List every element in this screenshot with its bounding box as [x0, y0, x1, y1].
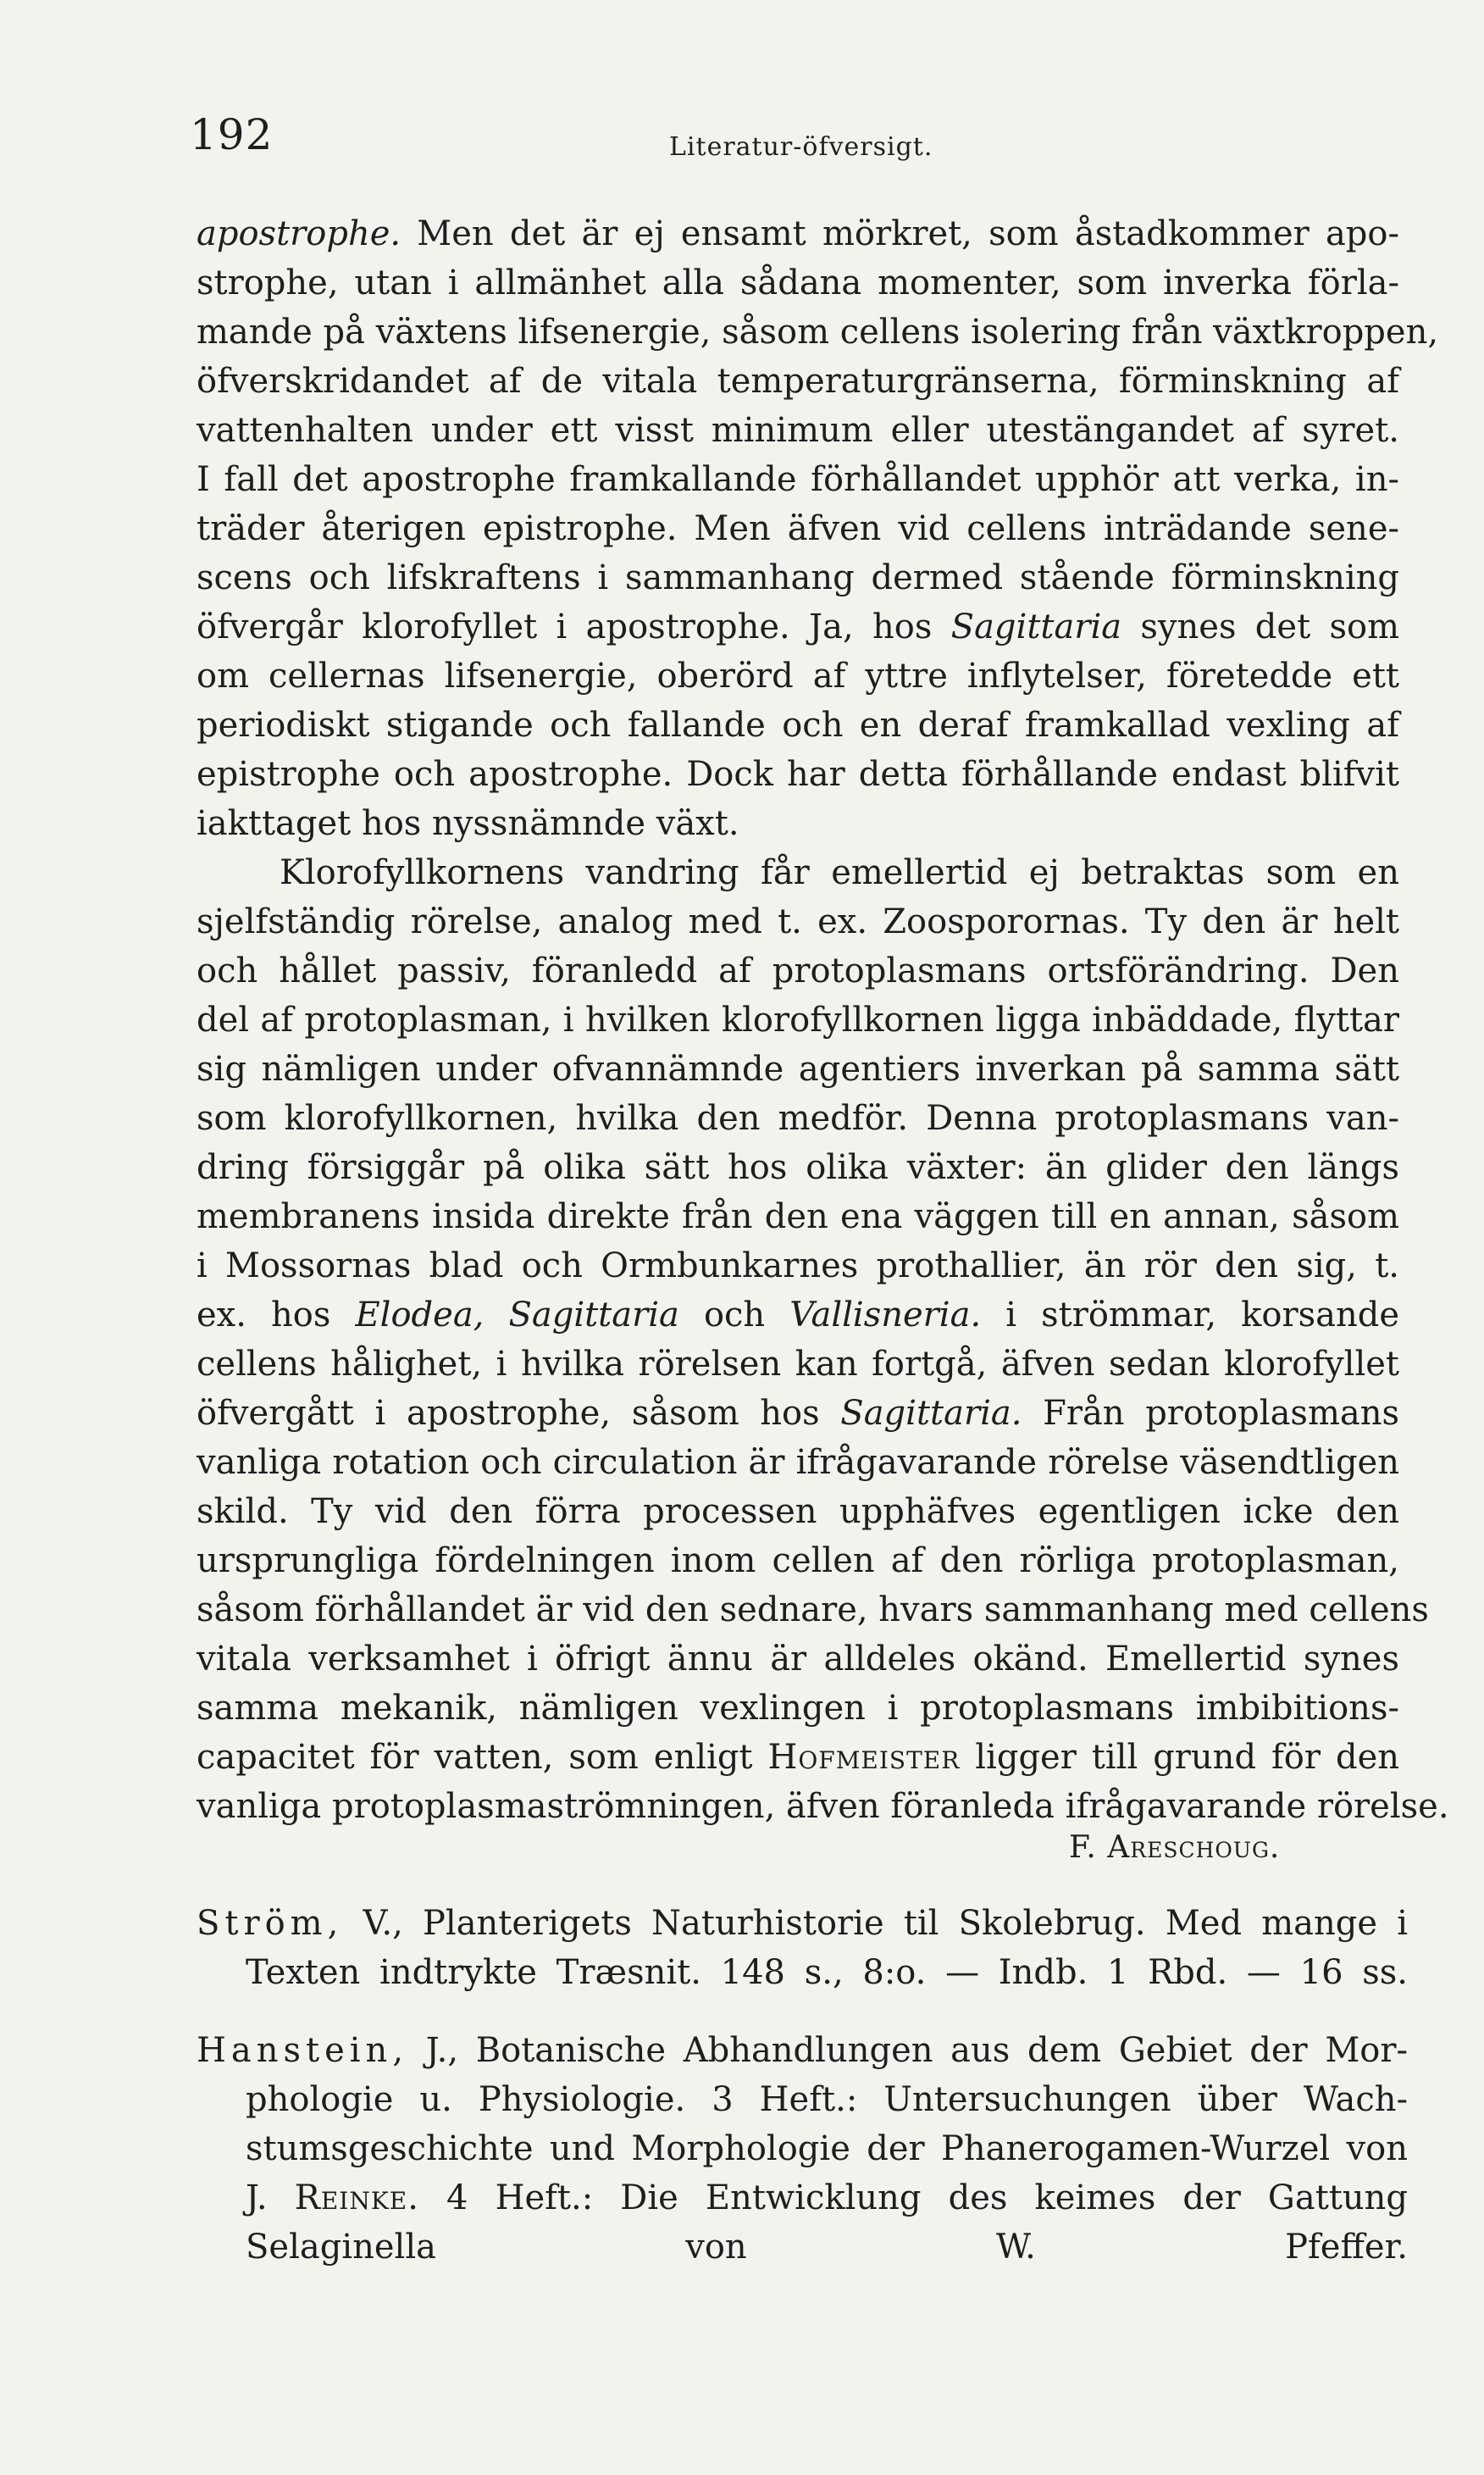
text-line: vattenhalten under ett visst minimum eller utestängandet af syret.	[197, 411, 1399, 450]
text-line: vanliga protoplasmaströmningen, äfven föranleda ifrågavarande rörelse.	[197, 1787, 1449, 1826]
page-number: 192	[190, 110, 274, 159]
text-line: dring försiggår på olika sätt hos olika växter: än glider den längs	[197, 1148, 1399, 1187]
bibliography-line: Texten indtrykte Træsnit. 148 s., 8:o. — Indb. 1 Rbd. — 16 ss.	[246, 1953, 1408, 1992]
text-line: iakttaget hos nyssnämnde växt.	[197, 804, 739, 843]
text-line: öfvergår klorofyllet i apostrophe. Ja, hos Sagittaria synes det som	[197, 608, 1400, 646]
text-line: såsom förhållandet är vid den sednare, hvars sammanhang med cellens	[197, 1590, 1429, 1629]
text-line: sig nämligen under ofvannämnde agentiers inverkan på samma sätt	[197, 1050, 1399, 1089]
text-line: skild. Ty vid den förra processen upphäfves egentligen icke den	[197, 1492, 1399, 1531]
text-line: periodiskt stigande och fallande och en deraf framkallad vexling af	[197, 706, 1399, 745]
text-line: membranens insida direkte från den ena väggen till en annan, såsom	[197, 1197, 1399, 1236]
text-line: vanliga rotation och circulation är ifrågavarande rörelse väsendtligen	[197, 1443, 1399, 1482]
text-line: om cellernas lifsenergie, oberörd af yttre inflytelser, företedde ett	[197, 657, 1399, 696]
bibliography-line: phologie u. Physiologie. 3 Heft.: Untersuchungen über Wach-	[246, 2080, 1408, 2119]
text-line: som klorofyllkornen, hvilka den medför. Denna protoplasmans van-	[197, 1099, 1399, 1138]
paragraph-start-line: Klorofyllkornens vandring får emellertid ej betraktas som en	[280, 853, 1399, 892]
bibliography-line: stumsgeschichte und Morphologie der Phanerogamen-Wurzel von	[246, 2129, 1408, 2168]
text-line: öfvergått i apostrophe, såsom hos Sagittaria. Från protoplasmans	[197, 1394, 1400, 1433]
author-signature: F. Areschoug.	[1069, 1830, 1281, 1865]
text-line: epistrophe och apostrophe. Dock har detta förhållande endast blifvit	[197, 755, 1399, 794]
bibliography-line: J. Reinke. 4 Heft.: Die Entwicklung des keimes der Gattung	[246, 2178, 1408, 2217]
text-line: mande på växtens lifsenergie, såsom cellens isolering från växtkroppen,	[197, 313, 1439, 352]
running-title: Literatur-öfversigt.	[669, 132, 933, 162]
bibliography-entry-strom: Ström, V., Planterigets Naturhistorie til Skolebrug. Med mange i	[197, 1904, 1408, 1943]
text-line: träder återigen epistrophe. Men äfven vid cellens inträdande sene-	[197, 509, 1399, 548]
bibliography-line: Selaginella von W. Pfeffer.	[246, 2228, 1408, 2267]
text-line: cellens hålighet, i hvilka rörelsen kan fortgå, äfven sedan klorofyllet	[197, 1345, 1399, 1384]
text-line: capacitet för vatten, som enligt Hofmeister ligger till grund för den	[197, 1738, 1399, 1777]
text-line: scens och lifskraftens i sammanhang dermed stående förminskning	[197, 558, 1399, 597]
text-line: strophe, utan i allmänhet alla sådana momenter, som inverka förla-	[197, 264, 1399, 302]
text-line: del af protoplasman, i hvilken klorofyllkornen ligga inbäddade, flyttar	[197, 1001, 1399, 1040]
text-line: vitala verksamhet i öfrigt ännu är alldeles okänd. Emellertid synes	[197, 1640, 1399, 1679]
text-line: öfverskridandet af de vitala temperaturgränserna, förminskning af	[197, 362, 1399, 401]
text-line: sjelfständig rörelse, analog med t. ex. Zoosporornas. Ty den är helt	[197, 902, 1399, 941]
text-line: ex. hos Elodea, Sagittaria och Vallisneria. i strömmar, korsande	[197, 1296, 1399, 1335]
text-line: apostrophe. Men det är ej ensamt mörkret, som åstadkommer apo-	[197, 214, 1399, 253]
text-line: samma mekanik, nämligen vexlingen i protoplasmans imbibitions-	[197, 1689, 1399, 1728]
bibliography-entry-hanstein: Hanstein, J., Botanische Abhandlungen aus dem Gebiet der Mor-	[197, 2031, 1408, 2070]
text-line: i Mossornas blad och Ormbunkarnes prothallier, än rör den sig, t.	[197, 1246, 1399, 1285]
text-line: I fall det apostrophe framkallande förhållandet upphör att verka, in-	[197, 460, 1399, 499]
text-line: och hållet passiv, föranledd af protoplasmans ortsförändring. Den	[197, 952, 1399, 991]
text-line: ursprungliga fördelningen inom cellen af den rörliga protoplasman,	[197, 1541, 1399, 1580]
